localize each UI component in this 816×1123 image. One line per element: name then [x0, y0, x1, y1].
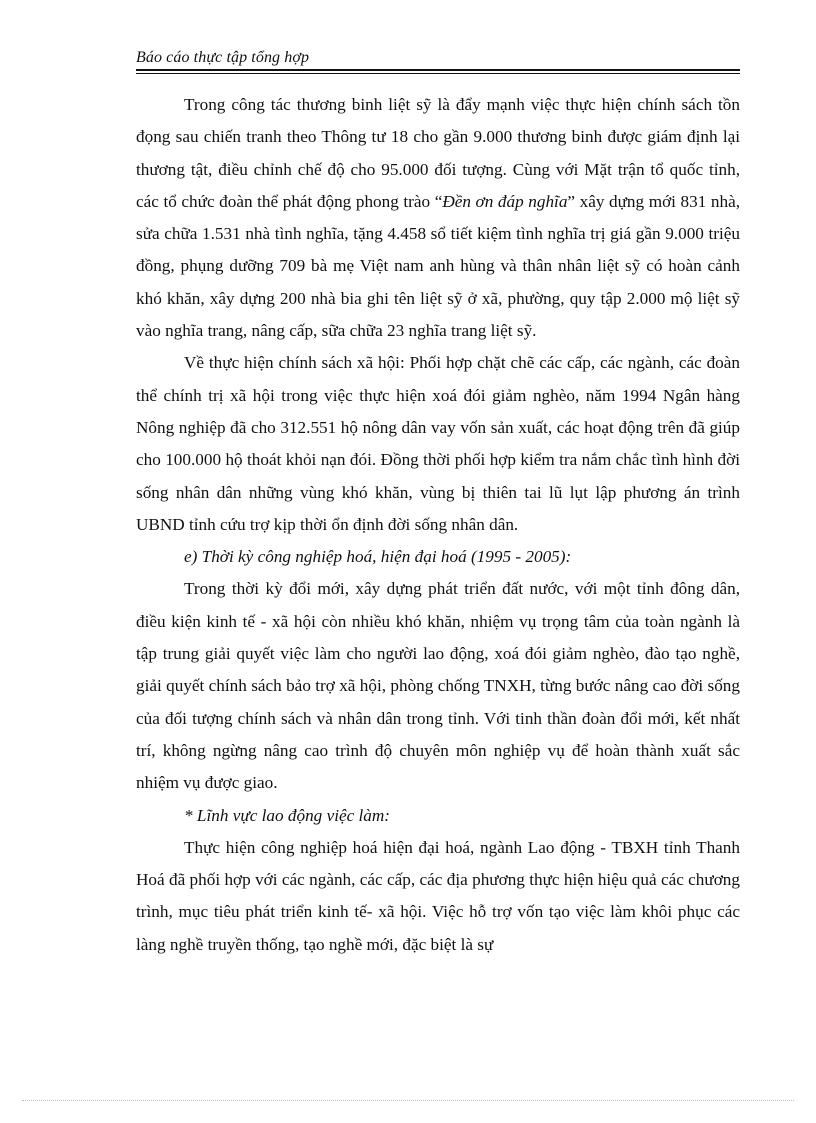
paragraph-text: ” xây dựng mới 831 nhà, sửa chữa 1.531 nhà tình nghĩa, tặng 4.458 sổ tiết kiệm tình nghĩa trị giá gần 9.000 triệu đồng, phụng dưỡng 709 bà mẹ Việt nam anh hùng và thân nhân liệt sỹ có hoàn cảnh khó khăn, xây dựng 200 nhà bia ghi tên liệt sỹ ở xã, phường, quy tập 2.000 mộ liệt sỹ vào nghĩa trang, nâng cấp, sữa chữa 23 nghĩa trang liệt sỹ.	[136, 191, 740, 341]
paragraph-social-policy: Về thực hiện chính sách xã hội: Phối hợp chặt chẽ các cấp, các ngành, các đoàn thể chính trị xã hội trong việc thực hiện xoá đói giảm nghèo, năm 1994 Ngân hàng Nông nghiệp đã cho 312.551 hộ nông dân vay vốn sản xuất, các hoạt động trên đã giúp cho 100.000 hộ thoát khỏi nạn đói. Đồng thời phối hợp kiểm tra nắm chắc tình hình đời sống nhân dân những vùng khó khăn, vùng bị thiên tai lũ lụt lập phương án trình UBND tỉnh cứu trợ kịp thời ổn định đời sống nhân dân.	[136, 353, 740, 534]
paragraph-renovation-period: Trong thời kỳ đổi mới, xây dựng phát triển đất nước, với một tỉnh đông dân, điều kiện kinh tế - xã hội còn nhiều khó khăn, nhiệm vụ trọng tâm của toàn ngành là tập trung giải quyết việc làm cho người lao động, xoá đói giảm nghèo, đào tạo nghề, giải quyết chính sách bảo trợ xã hội, phòng chống TNXH, từng bước nâng cao đời sống của đối tượng chính sách và nhân dân trong tỉnh. Với tinh thần đoàn đổi mới, kết nhất trí, không ngừng nâng cao trình độ chuyên môn nghiệp vụ để hoàn thành xuất sắc nhiệm vụ được giao.	[136, 579, 740, 793]
header-rule-thin	[136, 73, 740, 74]
subsection-heading-labor-employment: * Lĩnh vực lao động việc làm:	[184, 805, 391, 825]
paragraph-text: Trong công tác thương binh liệt sỹ là đẩy mạnh việc thực hiện chính sách tồn đọng sau chiến tranh theo Thông tư 18 cho gần 9.000 thương binh được giám định lại thương tật, điều chỉnh chế độ cho 95.000 đối tượng. Cùng với Mặt trận tổ quốc tỉnh, các tổ chức đoàn thể phát động phong trào “	[136, 95, 740, 211]
report-title: Báo cáo thực tập tổng hợp	[136, 49, 310, 66]
paragraph-industrialization-implementation: Thực hiện công nghiệp hoá hiện đại hoá, ngành Lao động - TBXH tỉnh Thanh Hoá đã phối hợp với các ngành, các cấp, các địa phương thực hiện hiệu quả các chương trình, mục tiêu phát triển kinh tế- xã hội. Việc hỗ trợ vốn tạo việc làm khôi phục các làng nghề truyền thống, tạo nghề mới, đặc biệt là sự	[136, 837, 740, 954]
paragraph-war-invalids-policy	[136, 89, 740, 347]
section-heading-industrialization: e) Thời kỳ công nghiệp hoá, hiện đại hoá (1995 - 2005):	[184, 547, 572, 567]
page-bottom-border	[22, 1100, 794, 1101]
emphasized-campaign-name: Đền ơn đáp nghĩa	[442, 191, 568, 211]
document-body	[136, 89, 740, 961]
page-header	[136, 49, 740, 71]
header-rule-thick	[136, 69, 740, 71]
